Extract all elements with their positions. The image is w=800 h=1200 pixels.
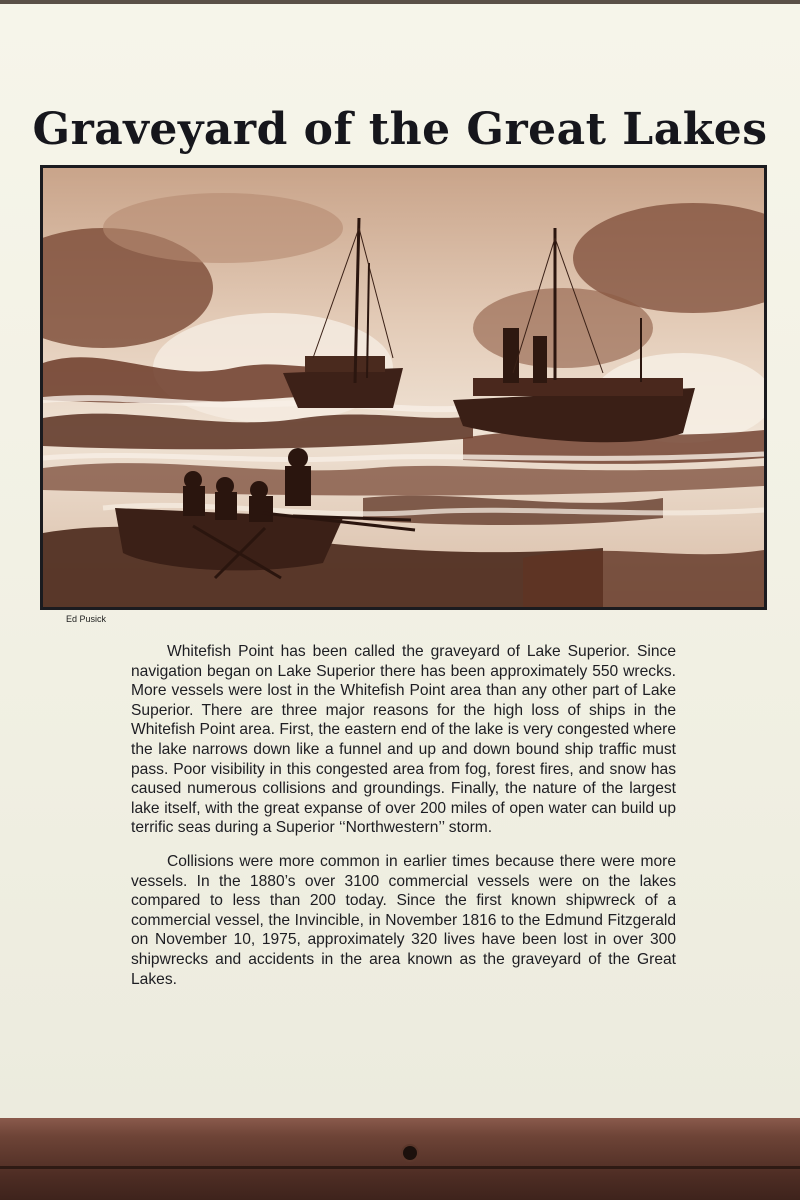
photo-credit: Ed Pusick — [66, 614, 107, 624]
sign-body-text — [131, 642, 676, 1003]
storm-ships-illustration — [43, 168, 764, 607]
shipwreck-storm-photo — [40, 165, 767, 610]
paragraph-whitefish-point: Whitefish Point has been called the graveyard of Lake Superior. Since navigation began on Lake Superior there has been approximately 550 wrecks. More vessels were lost in the Whitefish Point area than any other part of Lake Superior. There are three major reasons for the high loss of ships in the Whitefish Point area. First, the eastern end of the lake is very congested where the lake narrows down like a funnel and up and down bound ship traffic must pass. Poor visibility in this congested area from fog, forest fires, and snow has caused numerous collisions and groundings. Finally, the nature of the largest lake itself, with the great expanse of over 200 miles of open water can build up terrific seas during a Superior ‘‘Northwestern’’ storm. — [131, 643, 676, 837]
bolt-hole — [403, 1146, 417, 1160]
wooden-frame-rail — [0, 1118, 800, 1200]
rail-seam — [0, 1166, 800, 1169]
paragraph-collisions: Collisions were more common in earlier times because there were more vessels. In the 1880’s over 3100 commercial vessels were on the lakes compared to less than 200 today. Since the first known shipwreck of a commercial vessel, the Invincible, in November 1816 to the Edmund Fitzgerald on November 10, 1975, approximately 320 lives have been lost in over 300 shipwrecks and accidents in the area known as the graveyard of the Great Lakes. — [131, 852, 676, 988]
sign-title: Graveyard of the Great Lakes — [32, 104, 768, 155]
